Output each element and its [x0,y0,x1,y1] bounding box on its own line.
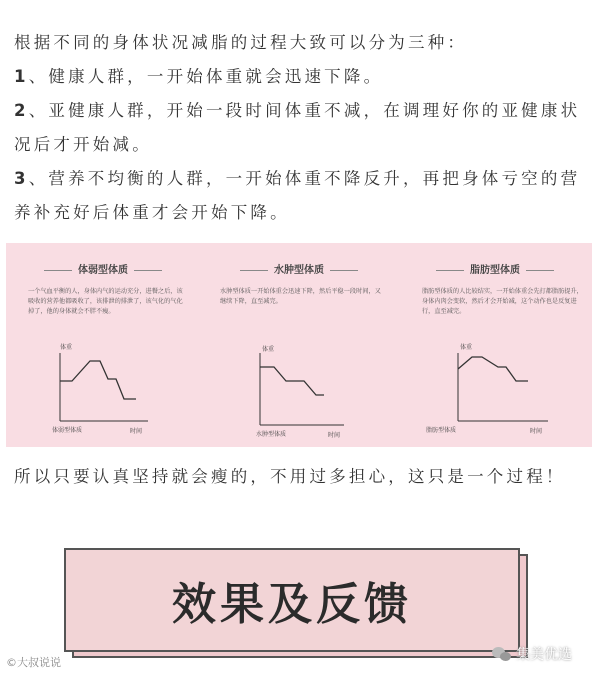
type-label: 脂肪型体质 [426,427,457,434]
column-title: 体弱型体质 [8,261,198,276]
header-front [64,548,520,652]
body-type-column-weak [8,243,198,447]
item-number: 3 [14,169,29,188]
weight-graph [400,333,590,443]
watermark-right: 集美优选 [492,644,572,664]
body-type-column-fat [400,243,590,447]
column-description: 一个气血平衡的人，身体内气的运动充分，进餐之后，该吸收的营养他都吸收了，该排泄的排泄了，该气化的气化掉了，他的身体就会不胖不瘦。 [28,288,183,315]
watermark-left: ©大叔说说 [6,656,61,669]
column-description: 水肿型体质一开始体重会迅速下降，然后平稳一段时间，又继续下降，直至减完。 [220,288,381,305]
body-type-column-edema [204,243,394,447]
list-item [14,94,584,162]
x-axis-label: 时间 [130,428,143,435]
item-number: 1 [14,67,29,86]
type-label: 体弱型体质 [52,427,83,434]
body-type-infographic [6,243,592,447]
item-text: 、亚健康人群，开始一段时间体重不减，在调理好你的亚健康状况后才开始减。 [14,101,581,154]
x-axis-label: 时间 [530,428,543,435]
weight-graph [204,333,394,443]
section-title: 效果及反馈 [172,579,412,630]
type-label: 水肿型体质 [256,431,287,438]
item-text: 、营养不均衡的人群，一开始体重不降反升，再把身体亏空的营养补充好后体重才会开始下降。 [14,169,581,222]
weight-graph [8,333,198,443]
column-title: 水肿型体质 [204,261,394,276]
y-axis-label: 体重 [262,346,275,353]
x-axis-label: 时间 [328,432,341,439]
wechat-icon [492,646,512,662]
list-item [14,60,584,94]
column-title: 脂肪型体质 [400,261,590,276]
column-description: 脂肪型体质的人比较结实，一开始体重会先打都脂肪提升，身体内肉会变软，然后才会开始减，这个动作也是反复进行，直至减完。 [422,288,583,315]
y-axis-label: 体重 [460,344,473,351]
intro-text: 根据不同的身体状况减脂的过程大致可以分为三种： [14,33,468,52]
section-header-box [64,548,526,656]
item-text: 、健康人群，一开始体重就会迅速下降。 [28,67,384,86]
y-axis-label: 体重 [60,344,73,351]
list-item [14,162,584,230]
closing-text: 所以只要认真坚持就会瘦的，不用过多担心，这只是一个过程！ [14,467,566,486]
item-number: 2 [14,101,29,120]
